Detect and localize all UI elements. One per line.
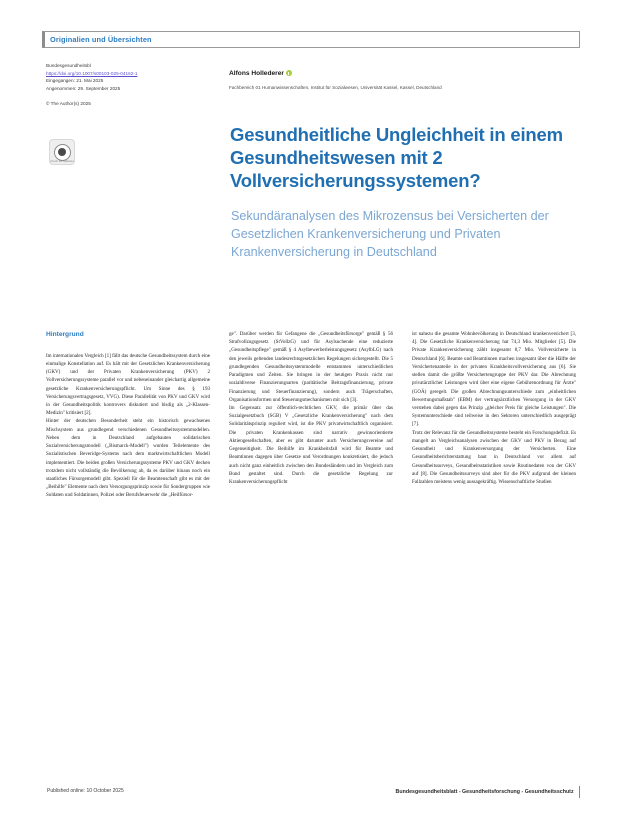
running-header-label: Originalien und Übersichten <box>50 35 152 44</box>
orcid-icon[interactable] <box>286 70 292 76</box>
crossmark-ring <box>54 144 71 161</box>
article-metadata <box>46 62 196 108</box>
copyright-notice: © The Author(s) 2025 <box>46 101 91 107</box>
footer-journal-label: Bundesgesundheitsblatt - Gesundheitsforschung - Gesundheitsschutz <box>395 789 574 795</box>
body-column-1 <box>46 330 210 774</box>
paragraph: Im Gegensatz zur öffentlich-rechtlichen GKV, die primär über das Sozialgesetzbuch (SGB) V „Gesetzliche Krankenversicherung" nach dem Solidaritätsprinzip reguliert wird, ist die PKV privatwirtschaftlich organisiert. Die privaten Krankenkassen sind narrativ gewinnorientierte Aktiengesellschaften, aber es gibt darunter auch Versicherungsvereine auf Gegenseitigkeit. Die Beihilfe im Krankheitsfall wird für Beamte und Beamtinnen dagegen über Gesetze und Verordnungen konkretisiert, die jedoch auch nicht ganz einheitlich zwischen den Bundesländern und im Vergleich zum Bund gestaltet sind. Durch die gesetzliche Regelung zur Krankenversicherungspflicht <box>229 404 393 485</box>
running-header-band <box>42 31 580 48</box>
paragraph: ist nahezu die gesamte Wohnbevölkerung in Deutschland krankenversichert [3, 4]. Die Gesetzliche Krankenversicherung hat 74,3 Mio. Mitglieder [5]. Die Private Krankenversicherung zählt insgesamt 8,7 Mio. Vollversicherte in Deutschland [6]. Beamte und Beamtinnen machen insgesamt über die Hälfte der Versichertenanteile in der privaten Krankheitsvollversicherung aus [6]. Sie stellen damit die größte Versichertengruppe der PKV dar. Die Abrechnung privatärztlicher Leistungen wird über eine eigene Gebührenordnung für Ärzte" (GOÄ) geregelt. Die großen Abrechnungsunterschiede zum „einheitlichen Bewertungsmaßstab" (EBM) der vertragsärztlichen Versorgung in der GKV verstehen dabei gegen das Prinzip „gleicher Preis für gleiche Leistungen". Die Systemunterschiede sind teilweise in den Sektoren unterschiedlich ausgeprägt [7]. <box>412 331 576 428</box>
paragraph: Trotz der Relevanz für die Gesundheitssysteme besteht ein Forschungsdefizit. Es mangelt an Vergleichsanalysen zwischen der GKV und PKV in Bezug auf Gesundheit und Krankenversorgung der Versicherten. Eine Gesundheitsberichterstattung baut in Deutschland vor allem auf Gesundheitssurveys, Gesundheitsstatistiken sowie Routinedaten von der GKV auf [8]. Die Gesundheitssurveys sind aber für die PKV aufgrund der kleinen Fallzahlen meistens wenig aussagekräftig. Wissenschaftliche Studien <box>412 429 576 485</box>
crossmark-icon[interactable] <box>49 139 75 165</box>
metadata-received: Eingegangen: 21. Mai 2025 <box>46 78 104 84</box>
author-affiliation: Fachbereich 01 Humanwissenschaften, Institut für Sozialwesen, Universität Kassel, Kassel, Deutschland <box>229 84 442 90</box>
body-column-2 <box>229 330 393 774</box>
article-subtitle: Sekundäranalysen des Mikrozensus bei Versicherten der Gesetzlichen Krankenversicherung und Privaten Krankenversicherung in Deutschland <box>231 209 549 260</box>
metadata-accepted: Angenommen: 29. September 2025 <box>46 85 121 91</box>
doi-link[interactable]: https://doi.org/10.1007/s00103-025-04162-1 <box>46 70 138 76</box>
article-title: Gesundheitliche Ungleichheit in einem Gesundheitswesen mit 2 Vollversicherungssystemen? <box>230 124 563 192</box>
author-block <box>229 64 574 91</box>
body-columns <box>46 330 576 774</box>
footer-journal-name <box>396 786 580 798</box>
section-heading: Hintergrund <box>46 331 84 338</box>
metadata-journal: Bundesgesundheitsbl <box>46 63 91 68</box>
crossmark-dot <box>58 148 66 156</box>
body-column-3 <box>412 330 576 774</box>
paragraph: Im internationalen Vergleich [1] fällt das deutsche Gesundheitssystem durch eine einmalige Konstellation auf. Es hält mit der Gesetzlichen Krankenversicherung (GKV) und der Privaten Krankenversicherung (PKV) 2 Vollversicherungssysteme parallel vor und nebeneinander gleichartig allgemeine gesetzliche Krankenversicherungspflicht. Um Sinne des § 193 Versicherungsvertragsgesetz, VVG). Diese Parallelität von PKV und GKV wird in der Gesundheitspolitik kontrovers diskutiert und bisdig als „2-Klassen-Medizin" kritisiert [2]. <box>46 352 210 417</box>
published-online-text: Published online: 10 October 2025 <box>47 788 124 794</box>
footer-divider <box>579 786 580 798</box>
paragraph: Hinter der deutschen Besonderheit steht ein historisch gewachsenes Mischsystem aus grundlegend verschiedenen Gesundheitssystemmodellen. Neben dem in Deutschland aufgebauten solidarischen Sozialversicherungsmodell („Bismarck-Modell") wurden Teilelemente des Sozialistischen Beveridge-Systems nach dem marktwirtschaftlichen Modell implementiert. Die beiden großen Versicherungssysteme PKV und GKV decken trotzdem nicht vollständig die Bevölkerung ab, da es darüber hinaus noch ein staatliches Fürsorgemodell gibt. Speziell für die Beamtenschaft gibt es mit der „Beihilfe" Elemente nach dem Versorgungsprinzip sowie für Sondergruppen wie Soldaten und Soldatinnen, Polizei oder Berufsfeuerwehr die „Heilfürsor- <box>46 418 210 499</box>
author-name: Alfons Hollederer <box>229 69 284 77</box>
crossmark-label: check for updates <box>50 159 74 163</box>
paragraph: ge". Darüber werden für Gefangene die „Gesundheitsfürsorge" gemäß § 56 Strafvollzugsgesetz (StVollzG) und für Asylsuchende eine reduzierte „Gesundheitspflege" gemäß § 4 Asylbewerberleistungsgesetz (AsylbLG) nach den jeweils geltenden landesrechtsgesetzlichen Regelungen sichergestellt. Die 5 grundlegenden Gesundheitssystemmodelle entstammen unterschiedlichen Paradigmen und Zeiten. Sie bringen in der heutigen Praxis nicht nur sozialdiverse Finanzierungsarten (paritätische Beitragsfinanzierung, private Finanzierung und Steuerfinanzierung), sondern auch Trägerschaften, Organisationsformen und Steuerungsmechanismen mit sich [3]. <box>229 331 393 403</box>
